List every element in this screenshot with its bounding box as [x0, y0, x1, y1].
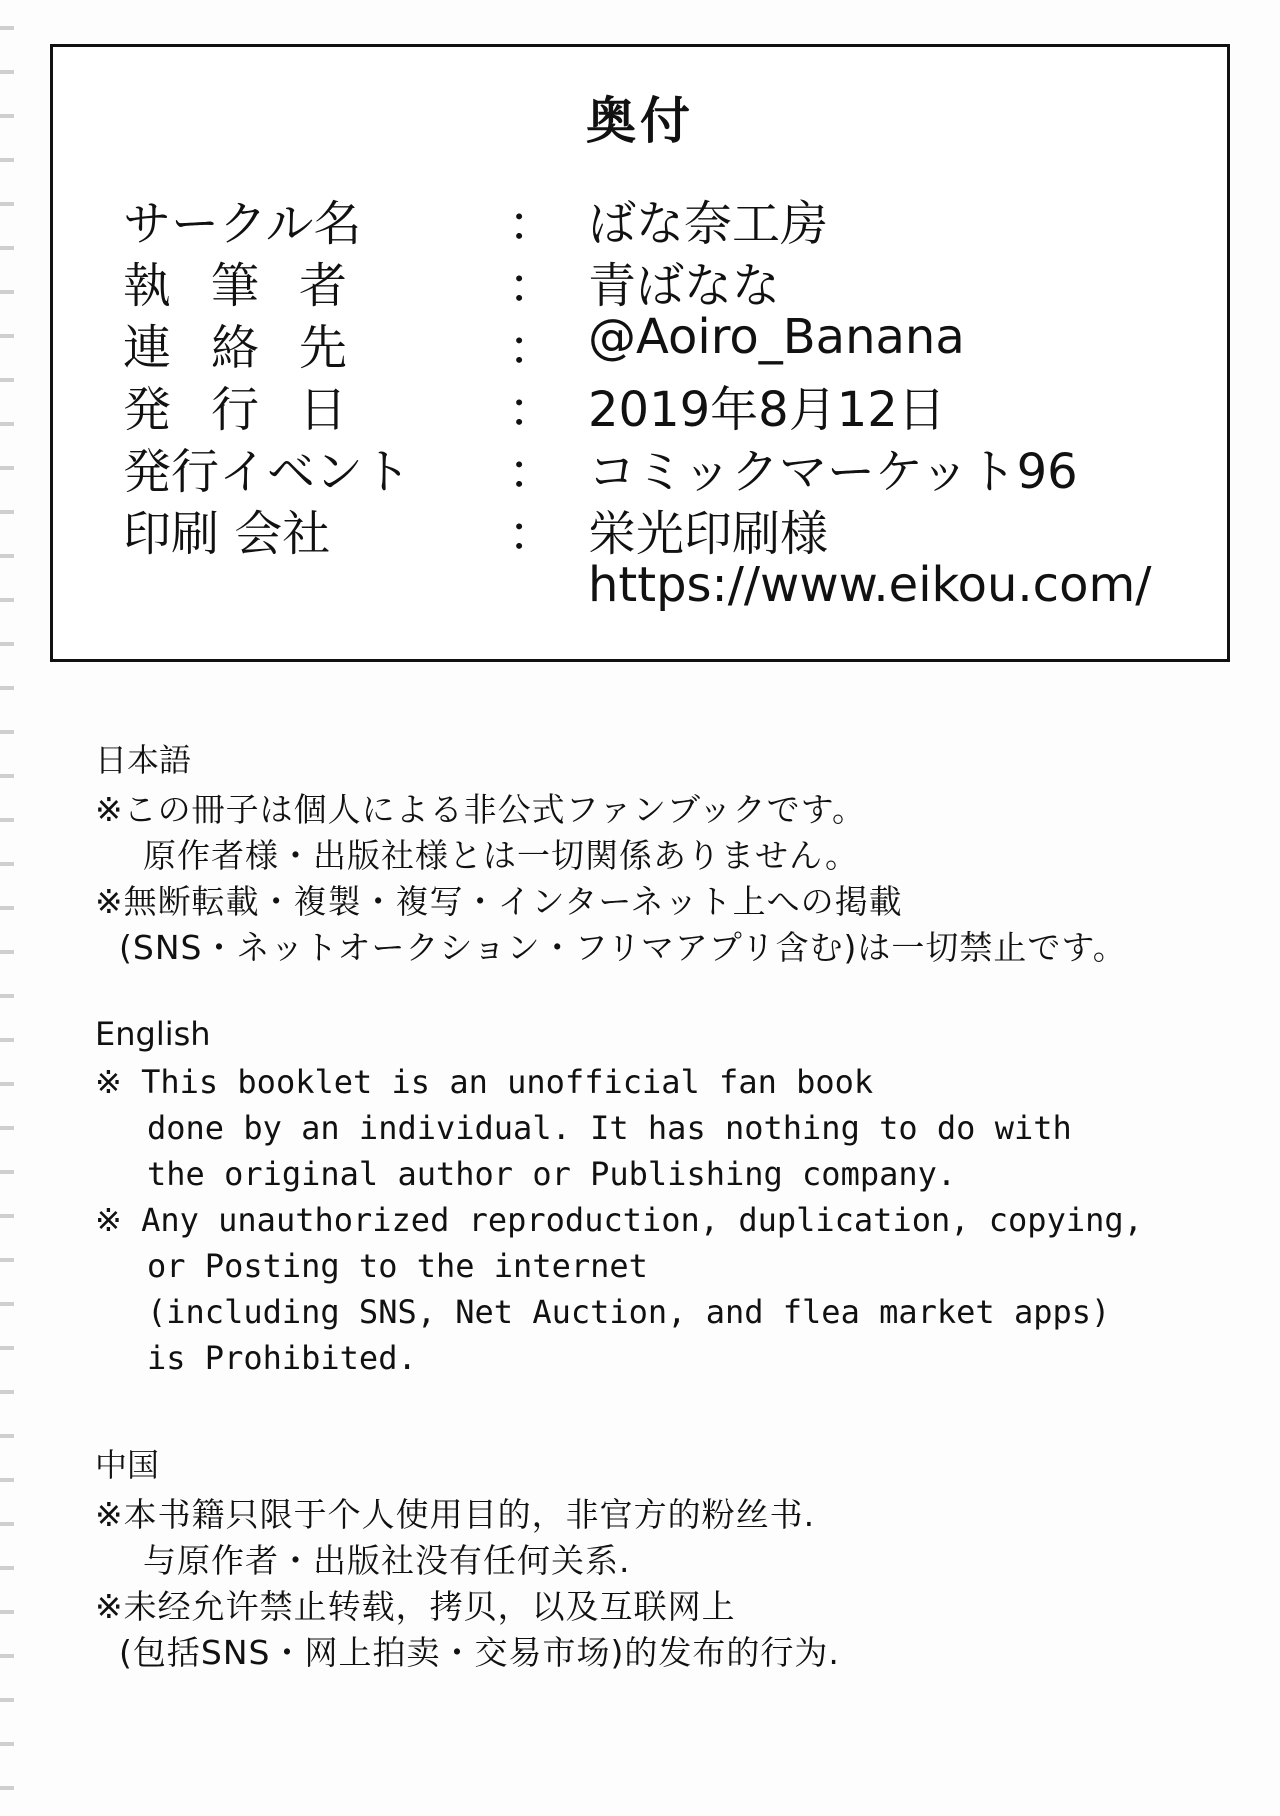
- notice-line: (包括SNS・网上拍卖・交易市场)的发布的行为.: [119, 1633, 840, 1672]
- japanese-notice: [95, 735, 1215, 971]
- binding-edge: [0, 0, 14, 1816]
- printer-label: 印刷 会社: [123, 506, 331, 562]
- printer-url: https://www.eikou.com/: [588, 557, 1152, 613]
- notice-line: ※この冊子は個人による非公式ファンブックです。: [95, 790, 867, 829]
- english-heading: English: [95, 1015, 211, 1053]
- japanese-heading: 日本語: [95, 741, 192, 779]
- notice-line: done by an individual. It has nothing to do with: [147, 1109, 1072, 1147]
- notice-line: 与原作者・出版社没有任何关系.: [143, 1541, 631, 1580]
- row-separator: ：: [508, 320, 557, 376]
- notice-line: ※ This booklet is an unofficial fan book: [95, 1063, 874, 1101]
- circle-name-value: ばな奈工房: [588, 196, 829, 252]
- notice-line: ※ Any unauthorized reproduction, duplication, copying,: [95, 1201, 1143, 1239]
- colophon-title: 奥付: [586, 92, 694, 150]
- notice-line: (including SNS, Net Auction, and flea market apps): [147, 1293, 1111, 1331]
- contact-value: @Aoiro_Banana: [588, 309, 965, 365]
- publish-date-label: 発行日: [123, 382, 388, 438]
- event-label: 発行イベント: [123, 444, 412, 500]
- author-value: 青ばなな: [588, 258, 781, 314]
- author-label: 執筆者: [123, 258, 388, 314]
- row-separator: ：: [508, 382, 557, 438]
- circle-name-label: サークル名: [123, 196, 362, 252]
- contact-label: 連絡先: [123, 320, 388, 376]
- printer-value: 栄光印刷様: [588, 506, 829, 562]
- publish-date-value: 2019年8月12日: [588, 382, 946, 438]
- english-notice: [95, 1015, 1215, 1381]
- event-value: コミックマーケット96: [588, 444, 1078, 500]
- chinese-notice: [95, 1440, 1215, 1676]
- chinese-heading: 中国: [95, 1446, 160, 1484]
- row-separator: ：: [508, 506, 557, 562]
- row-separator: ：: [508, 444, 557, 500]
- notice-line: 原作者様・出版社様とは一切関係ありません。: [143, 836, 859, 875]
- notice-line: or Posting to the internet: [147, 1247, 648, 1285]
- notice-line: ※本书籍只限于个人使用目的，非官方的粉丝书.: [95, 1495, 816, 1534]
- notice-line: the original author or Publishing company.: [147, 1155, 957, 1193]
- colophon-box: [50, 44, 1230, 662]
- notice-line: ※未经允许禁止转载，拷贝，以及互联网上: [95, 1587, 736, 1626]
- row-separator: ：: [508, 196, 557, 252]
- notice-line: (SNS・ネットオークション・フリマアプリ含む)は一切禁止です。: [119, 928, 1127, 967]
- notice-line: ※無断転載・複製・複写・インターネット上への掲載: [95, 882, 903, 921]
- row-separator: ：: [508, 258, 557, 314]
- notice-line: is Prohibited.: [147, 1339, 417, 1377]
